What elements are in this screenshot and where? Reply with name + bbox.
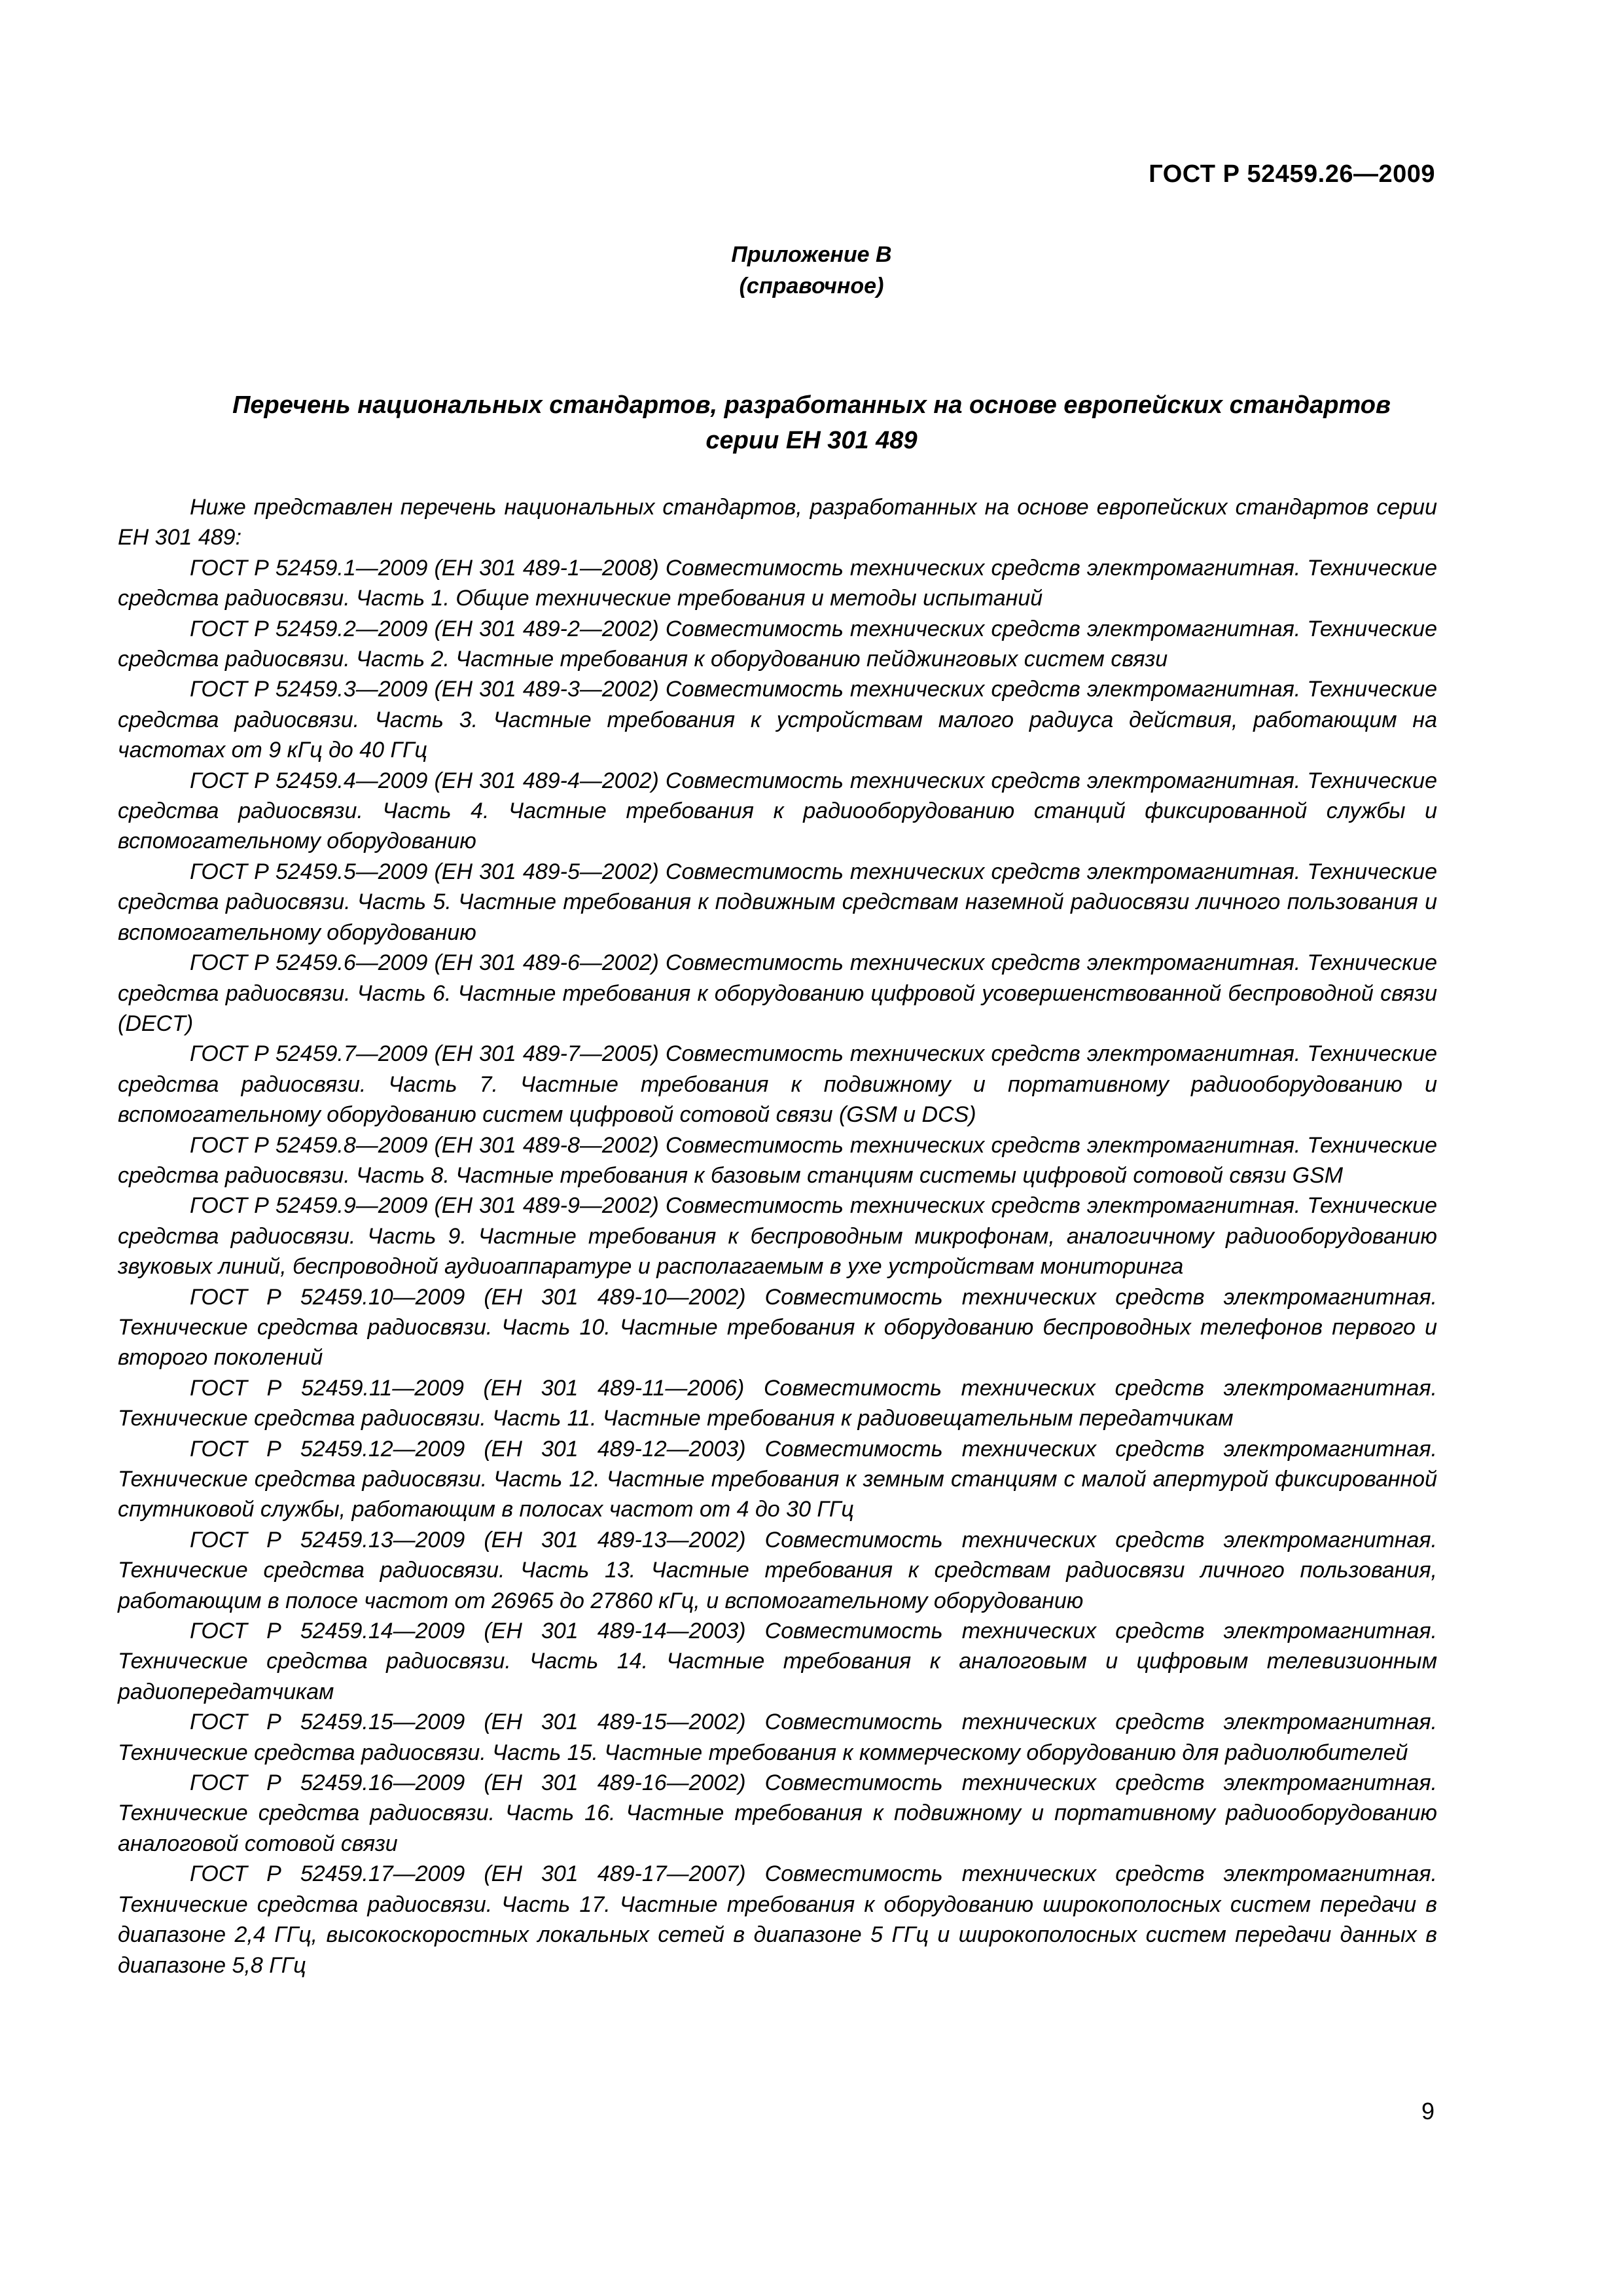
standard-entry: ГОСТ Р 52459.17—2009 (ЕН 301 489-17—2007) Совместимость технических средств электромагнитная. Технические средства радиосвязи. Часть 17. Частные требования к оборудованию широкополосных систем передачи в диапазоне 2,4 ГГц, высокоскоростных локальных сетей в диапазоне 5 ГГц и широкополосных систем передачи данных в диапазоне 5,8 ГГц (118, 1861, 1437, 1978)
standards-list (118, 492, 1437, 1981)
standard-entry: ГОСТ Р 52459.14—2009 (ЕН 301 489-14—2003) Совместимость технических средств электромагнитная. Технические средства радиосвязи. Часть 14. Частные требования к аналоговым и цифровым телевизионным радиопередатчикам (118, 1619, 1437, 1704)
standard-entry: ГОСТ Р 52459.8—2009 (ЕН 301 489-8—2002) Совместимость технических средств электромагнитная. Технические средства радиосвязи. Часть 8. Частные требования к базовым станциям системы цифровой сотовой связи GSM (118, 1132, 1437, 1188)
standard-entry: ГОСТ Р 52459.11—2009 (ЕН 301 489-11—2006) Совместимость технических средств электромагнитная. Технические средства радиосвязи. Часть 11. Частные требования к радиовещательным передатчикам (118, 1375, 1437, 1431)
intro-paragraph: Ниже представлен перечень национальных стандартов, разработанных на основе европейских стандартов серии ЕН 301 489: (118, 495, 1437, 550)
document-title-line-1: Перечень национальных стандартов, разработанных на основе европейских стандартов (232, 391, 1391, 419)
appendix-label: Приложение В (731, 242, 892, 267)
standard-entry: ГОСТ Р 52459.5—2009 (ЕН 301 489-5—2002) Совместимость технических средств электромагнитная. Технические средства радиосвязи. Часть 5. Частные требования к подвижным средствам наземной радиосвязи личного пользования и вспомогательному оборудованию (118, 859, 1437, 945)
document-title (118, 387, 1505, 458)
standard-entry: ГОСТ Р 52459.13—2009 (ЕН 301 489-13—2002) Совместимость технических средств электромагнитная. Технические средства радиосвязи. Часть 13. Частные требования к средствам радиосвязи личного пользования, работающим в полосе частот от 26965 до 27860 кГц, и вспомогательному оборудованию (118, 1527, 1437, 1613)
page-header-standard-code: ГОСТ Р 52459.26—2009 (1149, 160, 1435, 188)
standard-entry: ГОСТ Р 52459.6—2009 (ЕН 301 489-6—2002) Совместимость технических средств электромагнитная. Технические средства радиосвязи. Часть 6. Частные требования к оборудованию цифровой усовершенствованной беспроводной связи (DECT) (118, 950, 1437, 1036)
standard-entry: ГОСТ Р 52459.12—2009 (ЕН 301 489-12—2003) Совместимость технических средств электромагнитная. Технические средства радиосвязи. Часть 12. Частные требования к земным станциям с малой апертурой фиксированной спутниковой службы, работающим в полосах частот от 4 до 30 ГГц (118, 1436, 1437, 1522)
standard-entry: ГОСТ Р 52459.1—2009 (ЕН 301 489-1—2008) Совместимость технических средств электромагнитная. Технические средства радиосвязи. Часть 1. Общие технические требования и методы испытаний (118, 555, 1437, 611)
standard-entry: ГОСТ Р 52459.10—2009 (ЕН 301 489-10—2002) Совместимость технических средств электромагнитная. Технические средства радиосвязи. Часть 10. Частные требования к оборудованию беспроводных телефонов первого и второго поколений (118, 1284, 1437, 1371)
document-title-line-2: серии ЕН 301 489 (705, 427, 918, 454)
standard-entry: ГОСТ Р 52459.9—2009 (ЕН 301 489-9—2002) Совместимость технических средств электромагнитная. Технические средства радиосвязи. Часть 9. Частные требования к беспроводным микрофонам, аналогичному радиооборудованию звуковых линий, беспроводной аудиоаппаратуре и располагаемым в ухе устройствам мониторинга (118, 1193, 1437, 1280)
page-number: 9 (1421, 2098, 1435, 2125)
standard-entry: ГОСТ Р 52459.4—2009 (ЕН 301 489-4—2002) Совместимость технических средств электромагнитная. Технические средства радиосвязи. Часть 4. Частные требования к радиооборудованию станций фиксированной службы и вспомогательному оборудованию (118, 768, 1437, 854)
appendix-heading (0, 239, 1623, 302)
standard-entry: ГОСТ Р 52459.3—2009 (ЕН 301 489-3—2002) Совместимость технических средств электромагнитная. Технические средства радиосвязи. Часть 3. Частные требования к устройствам малого радиуса действия, работающим на частотах от 9 кГц до 40 ГГц (118, 677, 1437, 763)
standard-entry: ГОСТ Р 52459.15—2009 (ЕН 301 489-15—2002) Совместимость технических средств электромагнитная. Технические средства радиосвязи. Часть 15. Частные требования к коммерческому оборудованию для радиолюбителей (118, 1710, 1437, 1765)
standard-entry: ГОСТ Р 52459.7—2009 (ЕН 301 489-7—2005) Совместимость технических средств электромагнитная. Технические средства радиосвязи. Часть 7. Частные требования к подвижному и портативному радиооборудованию и вспомогательному оборудованию систем цифровой сотовой связи (GSM и DCS) (118, 1041, 1437, 1128)
standard-entry: ГОСТ Р 52459.2—2009 (ЕН 301 489-2—2002) Совместимость технических средств электромагнитная. Технические средства радиосвязи. Часть 2. Частные требования к оборудованию пейджинговых систем связи (118, 616, 1437, 672)
appendix-type: (справочное) (739, 274, 884, 298)
standard-entry: ГОСТ Р 52459.16—2009 (ЕН 301 489-16—2002) Совместимость технических средств электромагнитная. Технические средства радиосвязи. Часть 16. Частные требования к подвижному и портативному радиооборудованию аналоговой сотовой связи (118, 1770, 1437, 1856)
